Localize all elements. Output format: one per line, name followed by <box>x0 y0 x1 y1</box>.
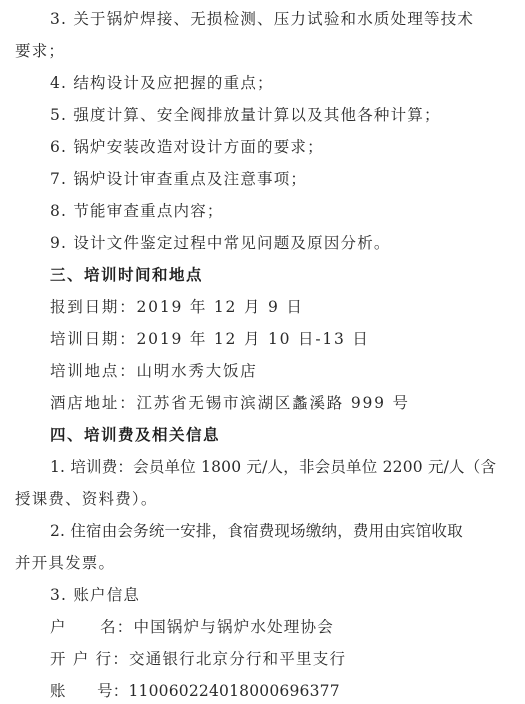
register-date: 报到日期：2019 年 12 月 9 日 <box>50 298 304 316</box>
list-item-9: 9. 设计文件鉴定过程中常见问题及原因分析。 <box>50 234 391 252</box>
list-item-8: 8. 节能审查重点内容； <box>50 202 224 220</box>
list-item-3-line2: 要求； <box>15 42 66 60</box>
account-name: 户 名：中国锅炉与锅炉水处理协会 <box>50 618 334 636</box>
list-item-4: 4. 结构设计及应把握的重点； <box>50 74 274 92</box>
fee-line-2: 授课费、资料费）。 <box>15 490 158 508</box>
list-item-3-line1: 3. 关于锅炉焊接、无损检测、压力试验和水质处理等技术 <box>50 10 475 28</box>
section-4-heading: 四、培训费及相关信息 <box>50 426 221 444</box>
lodging-line-1: 2. 住宿由会务统一安排，食宿费现场缴纳，费用由宾馆收取 <box>50 522 463 540</box>
fee-line-1: 1. 培训费：会员单位 1800 元/人，非会员单位 2200 元/人（含 <box>50 458 497 476</box>
list-item-5: 5. 强度计算、安全阀排放量计算以及其他各种计算； <box>50 106 441 124</box>
section-3-heading: 三、培训时间和地点 <box>50 266 204 284</box>
lodging-line-2: 并开具发票。 <box>15 554 116 572</box>
account-info-title: 3. 账户信息 <box>50 586 141 604</box>
hotel-address: 酒店地址：江苏省无锡市滨湖区蠡溪路 999 号 <box>50 394 410 412</box>
account-bank: 开 户 行：交通银行北京分行和平里支行 <box>50 650 347 668</box>
list-item-6: 6. 锅炉安装改造对设计方面的要求； <box>50 138 324 156</box>
account-number: 账 号：110060224018000696377 <box>50 682 340 700</box>
list-item-7: 7. 锅炉设计审查重点及注意事项； <box>50 170 308 188</box>
training-date: 培训日期：2019 年 12 月 10 日-13 日 <box>50 330 370 348</box>
training-location: 培训地点：山明水秀大饭店 <box>50 362 258 380</box>
